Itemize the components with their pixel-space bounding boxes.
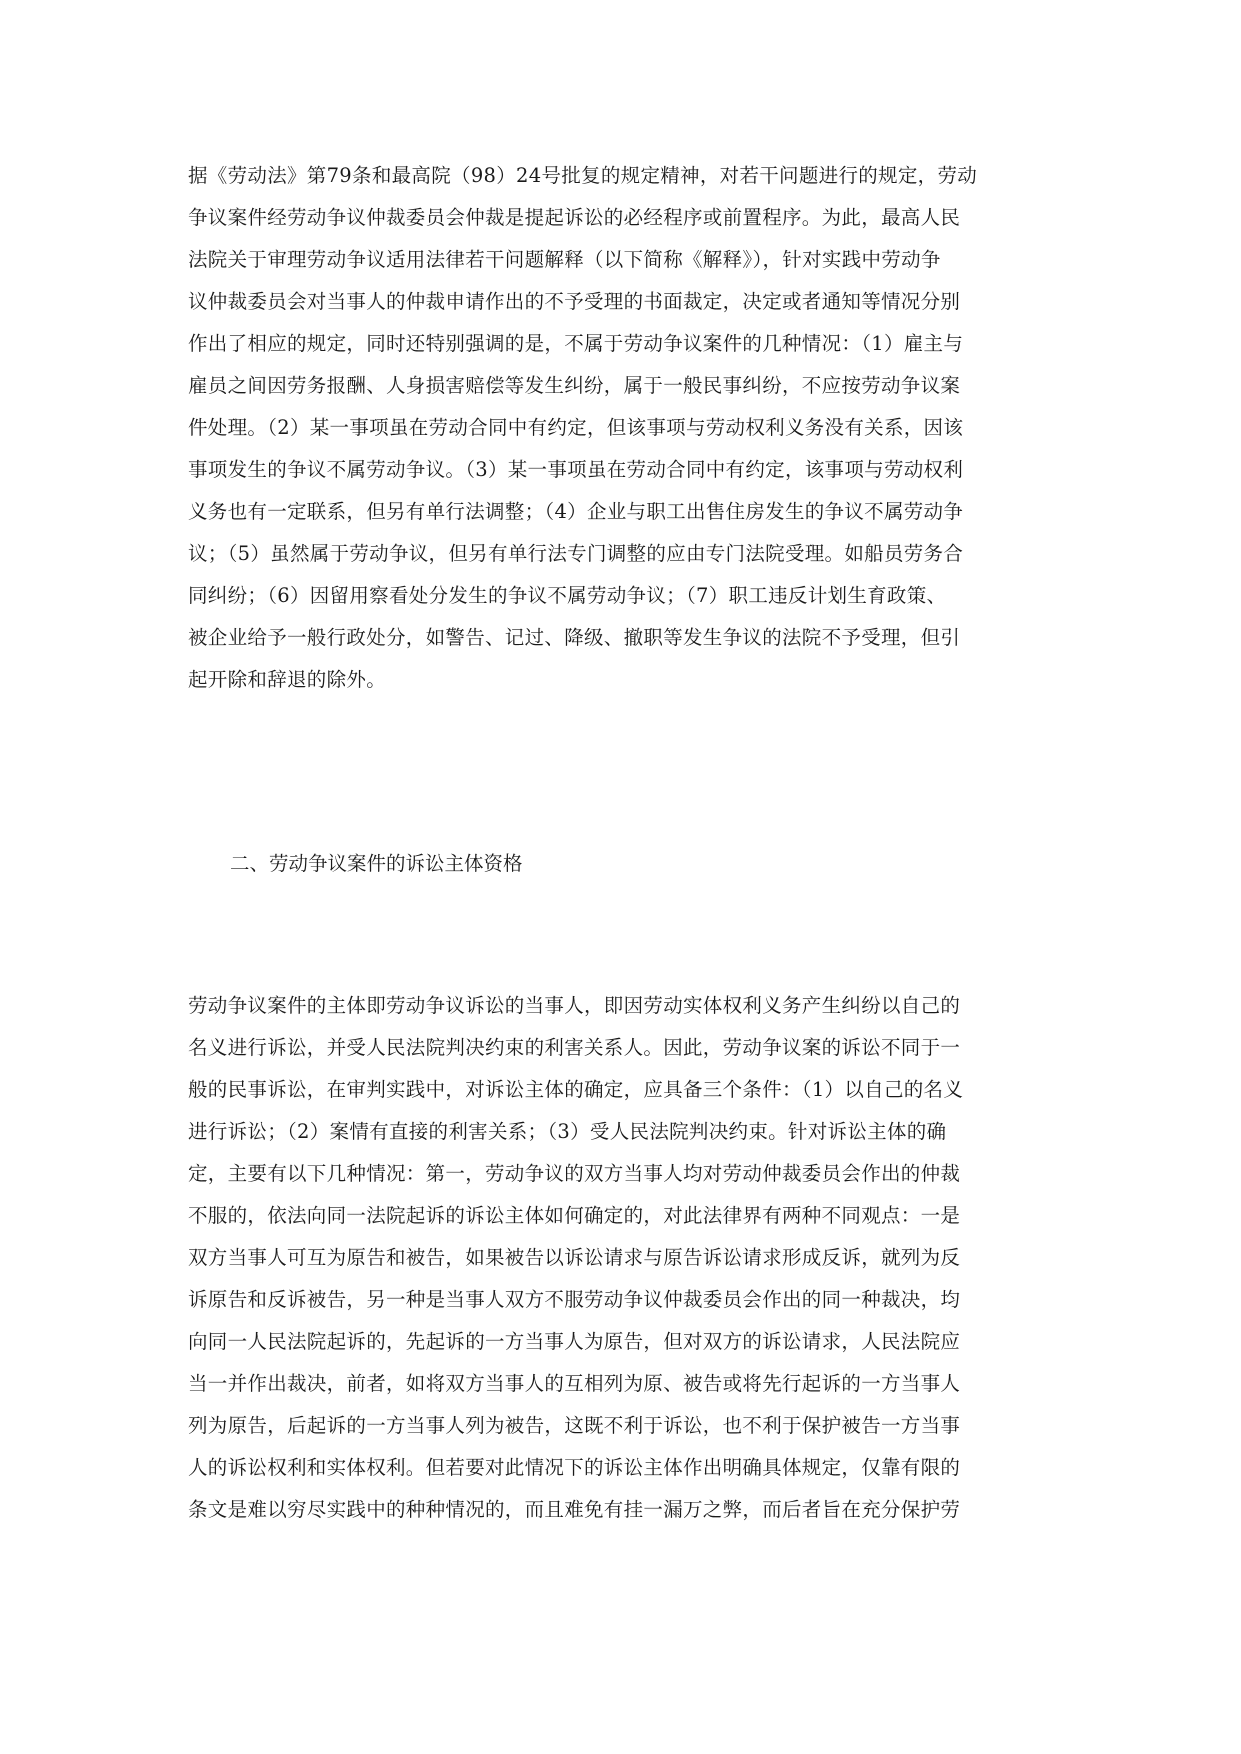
text-line: 义务也有一定联系，但另有单行法调整；（4）企业与职工出售住房发生的争议不属劳动争	[188, 500, 964, 523]
text-line: 人的诉讼权利和实体权利。但若要对此情况下的诉讼主体作出明确具体规定，仅靠有限的	[188, 1456, 961, 1479]
text-line: 同纠纷；（6）因留用察看处分发生的争议不属劳动争议；（7）职工违反计划生育政策、	[188, 584, 947, 607]
text-line: 条文是难以穷尽实践中的种种情况的，而且难免有挂一漏万之弊，而后者旨在充分保护劳	[188, 1498, 961, 1521]
text-line: 议；（5）虽然属于劳动争议，但另有单行法专门调整的应由专门法院受理。如船员劳务合	[188, 542, 964, 565]
text-line: 雇员之间因劳务报酬、人身损害赔偿等发生纠纷，属于一般民事纠纷，不应按劳动争议案	[188, 374, 961, 397]
text-line: 法院关于审理劳动争议适用法律若干问题解释（以下简称《解释》），针对实践中劳动争	[188, 248, 941, 271]
text-line: 诉原告和反诉被告，另一种是当事人双方不服劳动争议仲裁委员会作出的同一种裁决，均	[188, 1288, 961, 1311]
text-line: 向同一人民法院起诉的，先起诉的一方当事人为原告，但对双方的诉讼请求，人民法院应	[188, 1330, 961, 1353]
text-line: 起开除和辞退的除外。	[188, 668, 387, 691]
text-line: 议仲裁委员会对当事人的仲裁申请作出的不予受理的书面裁定，决定或者通知等情况分别	[188, 290, 961, 313]
text-line: 争议案件经劳动争议仲裁委员会仲裁是提起诉讼的必经程序或前置程序。为此，最高人民	[188, 206, 961, 229]
text-line: 定，主要有以下几种情况：第一，劳动争议的双方当事人均对劳动仲裁委员会作出的仲裁	[188, 1162, 961, 1185]
paragraph-litigation-subject	[188, 985, 1068, 1531]
text-line: 般的民事诉讼，在审判实践中，对诉讼主体的确定，应具备三个条件：（1）以自己的名义	[188, 1078, 964, 1101]
section-heading: 二、劳动争议案件的诉讼主体资格	[230, 852, 523, 875]
text-line: 劳动争议案件的主体即劳动争议诉讼的当事人，即因劳动实体权利义务产生纠纷以自己的	[188, 994, 961, 1017]
text-line: 事项发生的争议不属劳动争议。（3）某一事项虽在劳动合同中有约定，该事项与劳动权利	[188, 458, 964, 481]
text-line: 被企业给予一般行政处分，如警告、记过、降级、撤职等发生争议的法院不予受理，但引	[188, 626, 961, 649]
text-line: 作出了相应的规定，同时还特别强调的是，不属于劳动争议案件的几种情况：（1）雇主与	[188, 332, 964, 355]
text-line: 进行诉讼；（2）案情有直接的利害关系；（3）受人民法院判决约束。针对诉讼主体的确	[188, 1120, 947, 1143]
paragraph-labor-dispute-scope	[188, 155, 1068, 701]
text-line: 不服的，依法向同一法院起诉的诉讼主体如何确定的，对此法律界有两种不同观点：一是	[188, 1204, 961, 1227]
text-line: 当一并作出裁决，前者，如将双方当事人的互相列为原、被告或将先行起诉的一方当事人	[188, 1372, 961, 1395]
text-line: 件处理。（2）某一事项虽在劳动合同中有约定，但该事项与劳动权利义务没有关系，因该	[188, 416, 964, 439]
text-line: 双方当事人可互为原告和被告，如果被告以诉讼请求与原告诉讼请求形成反诉，就列为反	[188, 1246, 961, 1269]
text-line: 名义进行诉讼，并受人民法院判决约束的利害关系人。因此，劳动争议案的诉讼不同于一	[188, 1036, 961, 1059]
text-line: 列为原告，后起诉的一方当事人列为被告，这既不利于诉讼，也不利于保护被告一方当事	[188, 1414, 961, 1437]
text-line: 据《劳动法》第79条和最高院（98）24号批复的规定精神，对若干问题进行的规定，劳动	[188, 164, 978, 187]
